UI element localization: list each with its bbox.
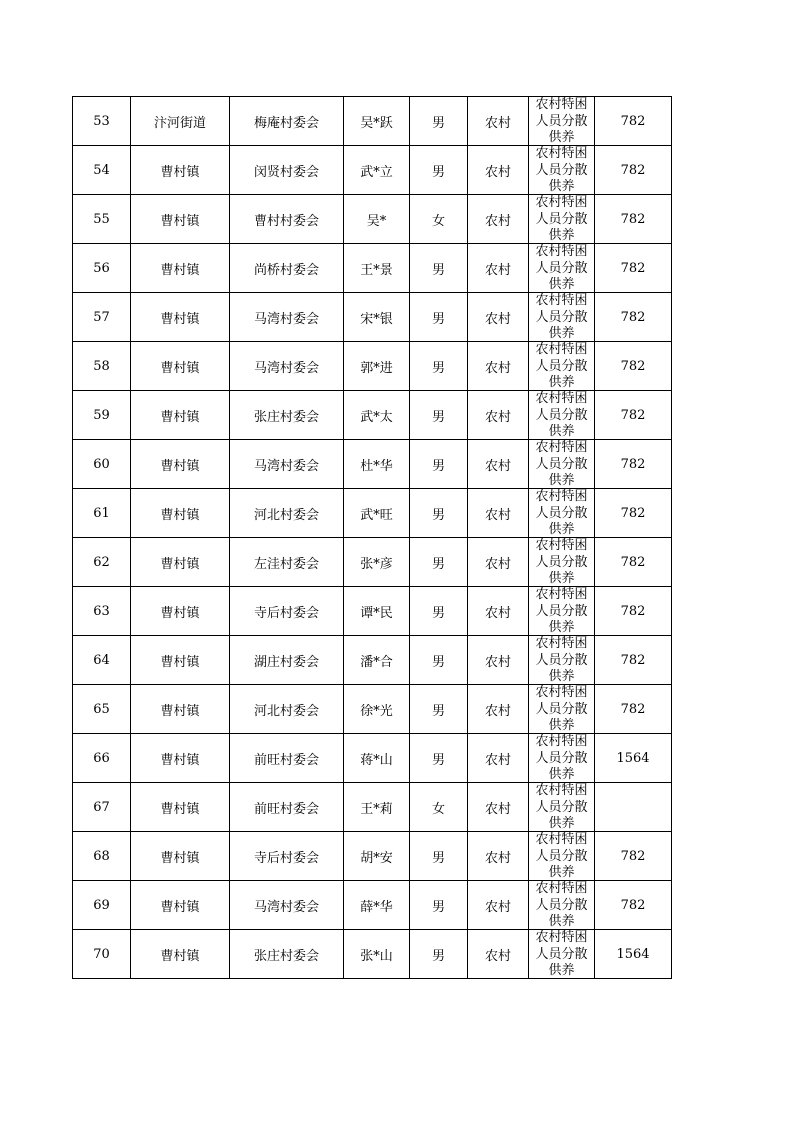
category-cell xyxy=(529,97,595,146)
name-cell: 潘*合 xyxy=(344,636,410,685)
village-cell: 前旺村委会 xyxy=(230,734,344,783)
residence-cell: 农村 xyxy=(468,832,529,881)
category-cell xyxy=(529,538,595,587)
town-cell: 曹村镇 xyxy=(131,783,230,832)
name-cell: 武*太 xyxy=(344,391,410,440)
category-cell xyxy=(529,832,595,881)
town-cell: 汴河街道 xyxy=(131,97,230,146)
row-number: 67 xyxy=(73,783,131,832)
village-cell: 寺后村委会 xyxy=(230,832,344,881)
amount-cell: 782 xyxy=(595,881,672,930)
residence-cell: 农村 xyxy=(468,685,529,734)
residence-cell: 农村 xyxy=(468,783,529,832)
category-text: 农村特困人员分散供养 xyxy=(535,391,588,439)
town-cell: 曹村镇 xyxy=(131,930,230,979)
town-cell: 曹村镇 xyxy=(131,244,230,293)
village-cell: 马湾村委会 xyxy=(230,293,344,342)
row-number: 63 xyxy=(73,587,131,636)
residence-cell: 农村 xyxy=(468,244,529,293)
name-cell: 张*彦 xyxy=(344,538,410,587)
table-row xyxy=(73,293,672,342)
category-cell xyxy=(529,293,595,342)
category-text: 农村特困人员分散供养 xyxy=(535,97,588,145)
town-cell: 曹村镇 xyxy=(131,636,230,685)
table-row xyxy=(73,538,672,587)
category-cell xyxy=(529,244,595,293)
category-cell xyxy=(529,342,595,391)
town-cell: 曹村镇 xyxy=(131,440,230,489)
category-text: 农村特困人员分散供养 xyxy=(535,538,588,586)
row-number: 68 xyxy=(73,832,131,881)
amount-cell: 782 xyxy=(595,832,672,881)
name-cell: 王*景 xyxy=(344,244,410,293)
residence-cell: 农村 xyxy=(468,146,529,195)
name-cell: 蒋*山 xyxy=(344,734,410,783)
category-cell xyxy=(529,489,595,538)
residence-cell: 农村 xyxy=(468,930,529,979)
row-number: 66 xyxy=(73,734,131,783)
residence-cell: 农村 xyxy=(468,881,529,930)
town-cell: 曹村镇 xyxy=(131,391,230,440)
gender-cell: 男 xyxy=(410,832,468,881)
row-number: 65 xyxy=(73,685,131,734)
row-number: 62 xyxy=(73,538,131,587)
category-text: 农村特困人员分散供养 xyxy=(535,881,588,929)
row-number: 61 xyxy=(73,489,131,538)
village-cell: 马湾村委会 xyxy=(230,440,344,489)
table-row xyxy=(73,440,672,489)
residence-cell: 农村 xyxy=(468,391,529,440)
name-cell: 薛*华 xyxy=(344,881,410,930)
amount-cell: 1564 xyxy=(595,930,672,979)
town-cell: 曹村镇 xyxy=(131,342,230,391)
name-cell: 吴* xyxy=(344,195,410,244)
residence-cell: 农村 xyxy=(468,636,529,685)
table-row xyxy=(73,146,672,195)
village-cell: 马湾村委会 xyxy=(230,342,344,391)
amount-cell: 782 xyxy=(595,489,672,538)
table-body xyxy=(73,97,672,979)
gender-cell: 男 xyxy=(410,391,468,440)
category-text: 农村特困人员分散供养 xyxy=(535,293,588,341)
gender-cell: 男 xyxy=(410,293,468,342)
category-text: 农村特困人员分散供养 xyxy=(535,489,588,537)
gender-cell: 女 xyxy=(410,783,468,832)
amount-cell: 782 xyxy=(595,244,672,293)
village-cell: 寺后村委会 xyxy=(230,587,344,636)
row-number: 60 xyxy=(73,440,131,489)
row-number: 69 xyxy=(73,881,131,930)
category-cell xyxy=(529,685,595,734)
category-text: 农村特困人员分散供养 xyxy=(535,587,588,635)
table-row xyxy=(73,734,672,783)
gender-cell: 女 xyxy=(410,195,468,244)
gender-cell: 男 xyxy=(410,587,468,636)
table-row xyxy=(73,587,672,636)
category-text: 农村特困人员分散供养 xyxy=(535,440,588,488)
amount-cell: 782 xyxy=(595,538,672,587)
town-cell: 曹村镇 xyxy=(131,881,230,930)
table-row xyxy=(73,97,672,146)
name-cell: 王*莉 xyxy=(344,783,410,832)
gender-cell: 男 xyxy=(410,538,468,587)
row-number: 64 xyxy=(73,636,131,685)
amount-cell: 782 xyxy=(595,293,672,342)
gender-cell: 男 xyxy=(410,146,468,195)
category-cell xyxy=(529,783,595,832)
category-text: 农村特困人员分散供养 xyxy=(535,930,588,978)
category-text: 农村特困人员分散供养 xyxy=(535,734,588,782)
gender-cell: 男 xyxy=(410,489,468,538)
name-cell: 杜*华 xyxy=(344,440,410,489)
table-row xyxy=(73,489,672,538)
gender-cell: 男 xyxy=(410,440,468,489)
village-cell: 尚桥村委会 xyxy=(230,244,344,293)
gender-cell: 男 xyxy=(410,244,468,293)
gender-cell: 男 xyxy=(410,685,468,734)
gender-cell: 男 xyxy=(410,636,468,685)
amount-cell: 782 xyxy=(595,587,672,636)
row-number: 53 xyxy=(73,97,131,146)
category-cell xyxy=(529,881,595,930)
category-text: 农村特困人员分散供养 xyxy=(535,342,588,390)
town-cell: 曹村镇 xyxy=(131,293,230,342)
name-cell: 郭*进 xyxy=(344,342,410,391)
name-cell: 武*旺 xyxy=(344,489,410,538)
table-row xyxy=(73,930,672,979)
gender-cell: 男 xyxy=(410,930,468,979)
table-row xyxy=(73,244,672,293)
table-row xyxy=(73,881,672,930)
category-text: 农村特困人员分散供养 xyxy=(535,195,588,243)
table-row xyxy=(73,783,672,832)
category-cell xyxy=(529,930,595,979)
row-number: 70 xyxy=(73,930,131,979)
name-cell: 胡*安 xyxy=(344,832,410,881)
row-number: 57 xyxy=(73,293,131,342)
village-cell: 梅庵村委会 xyxy=(230,97,344,146)
town-cell: 曹村镇 xyxy=(131,195,230,244)
row-number: 56 xyxy=(73,244,131,293)
town-cell: 曹村镇 xyxy=(131,832,230,881)
row-number: 59 xyxy=(73,391,131,440)
village-cell: 左洼村委会 xyxy=(230,538,344,587)
amount-cell: 782 xyxy=(595,195,672,244)
residence-cell: 农村 xyxy=(468,489,529,538)
village-cell: 湖庄村委会 xyxy=(230,636,344,685)
name-cell: 徐*光 xyxy=(344,685,410,734)
category-text: 农村特困人员分散供养 xyxy=(535,146,588,194)
amount-cell: 782 xyxy=(595,391,672,440)
residence-cell: 农村 xyxy=(468,293,529,342)
table-row xyxy=(73,685,672,734)
table-row xyxy=(73,391,672,440)
residence-cell: 农村 xyxy=(468,734,529,783)
amount-cell xyxy=(595,783,672,832)
village-cell: 河北村委会 xyxy=(230,489,344,538)
town-cell: 曹村镇 xyxy=(131,587,230,636)
category-cell xyxy=(529,146,595,195)
village-cell: 张庄村委会 xyxy=(230,930,344,979)
category-text: 农村特困人员分散供养 xyxy=(535,685,588,733)
name-cell: 武*立 xyxy=(344,146,410,195)
village-cell: 前旺村委会 xyxy=(230,783,344,832)
amount-cell: 782 xyxy=(595,97,672,146)
category-text: 农村特困人员分散供养 xyxy=(535,783,588,831)
row-number: 55 xyxy=(73,195,131,244)
category-cell xyxy=(529,636,595,685)
table-row xyxy=(73,832,672,881)
town-cell: 曹村镇 xyxy=(131,685,230,734)
category-cell xyxy=(529,734,595,783)
category-cell xyxy=(529,195,595,244)
village-cell: 马湾村委会 xyxy=(230,881,344,930)
amount-cell: 782 xyxy=(595,146,672,195)
village-cell: 闵贤村委会 xyxy=(230,146,344,195)
residence-cell: 农村 xyxy=(468,342,529,391)
roster-table xyxy=(72,96,672,979)
category-cell xyxy=(529,440,595,489)
table-row xyxy=(73,195,672,244)
residence-cell: 农村 xyxy=(468,195,529,244)
name-cell: 张*山 xyxy=(344,930,410,979)
town-cell: 曹村镇 xyxy=(131,489,230,538)
residence-cell: 农村 xyxy=(468,97,529,146)
village-cell: 张庄村委会 xyxy=(230,391,344,440)
category-text: 农村特困人员分散供养 xyxy=(535,244,588,292)
village-cell: 曹村村委会 xyxy=(230,195,344,244)
gender-cell: 男 xyxy=(410,342,468,391)
category-text: 农村特困人员分散供养 xyxy=(535,832,588,880)
amount-cell: 1564 xyxy=(595,734,672,783)
residence-cell: 农村 xyxy=(468,440,529,489)
town-cell: 曹村镇 xyxy=(131,146,230,195)
category-text: 农村特困人员分散供养 xyxy=(535,636,588,684)
residence-cell: 农村 xyxy=(468,538,529,587)
category-cell xyxy=(529,587,595,636)
name-cell: 谭*民 xyxy=(344,587,410,636)
gender-cell: 男 xyxy=(410,97,468,146)
gender-cell: 男 xyxy=(410,734,468,783)
town-cell: 曹村镇 xyxy=(131,538,230,587)
row-number: 54 xyxy=(73,146,131,195)
name-cell: 吴*跃 xyxy=(344,97,410,146)
amount-cell: 782 xyxy=(595,440,672,489)
table-row xyxy=(73,636,672,685)
village-cell: 河北村委会 xyxy=(230,685,344,734)
amount-cell: 782 xyxy=(595,636,672,685)
amount-cell: 782 xyxy=(595,685,672,734)
gender-cell: 男 xyxy=(410,881,468,930)
row-number: 58 xyxy=(73,342,131,391)
table-row xyxy=(73,342,672,391)
amount-cell: 782 xyxy=(595,342,672,391)
name-cell: 宋*银 xyxy=(344,293,410,342)
category-cell xyxy=(529,391,595,440)
residence-cell: 农村 xyxy=(468,587,529,636)
town-cell: 曹村镇 xyxy=(131,734,230,783)
